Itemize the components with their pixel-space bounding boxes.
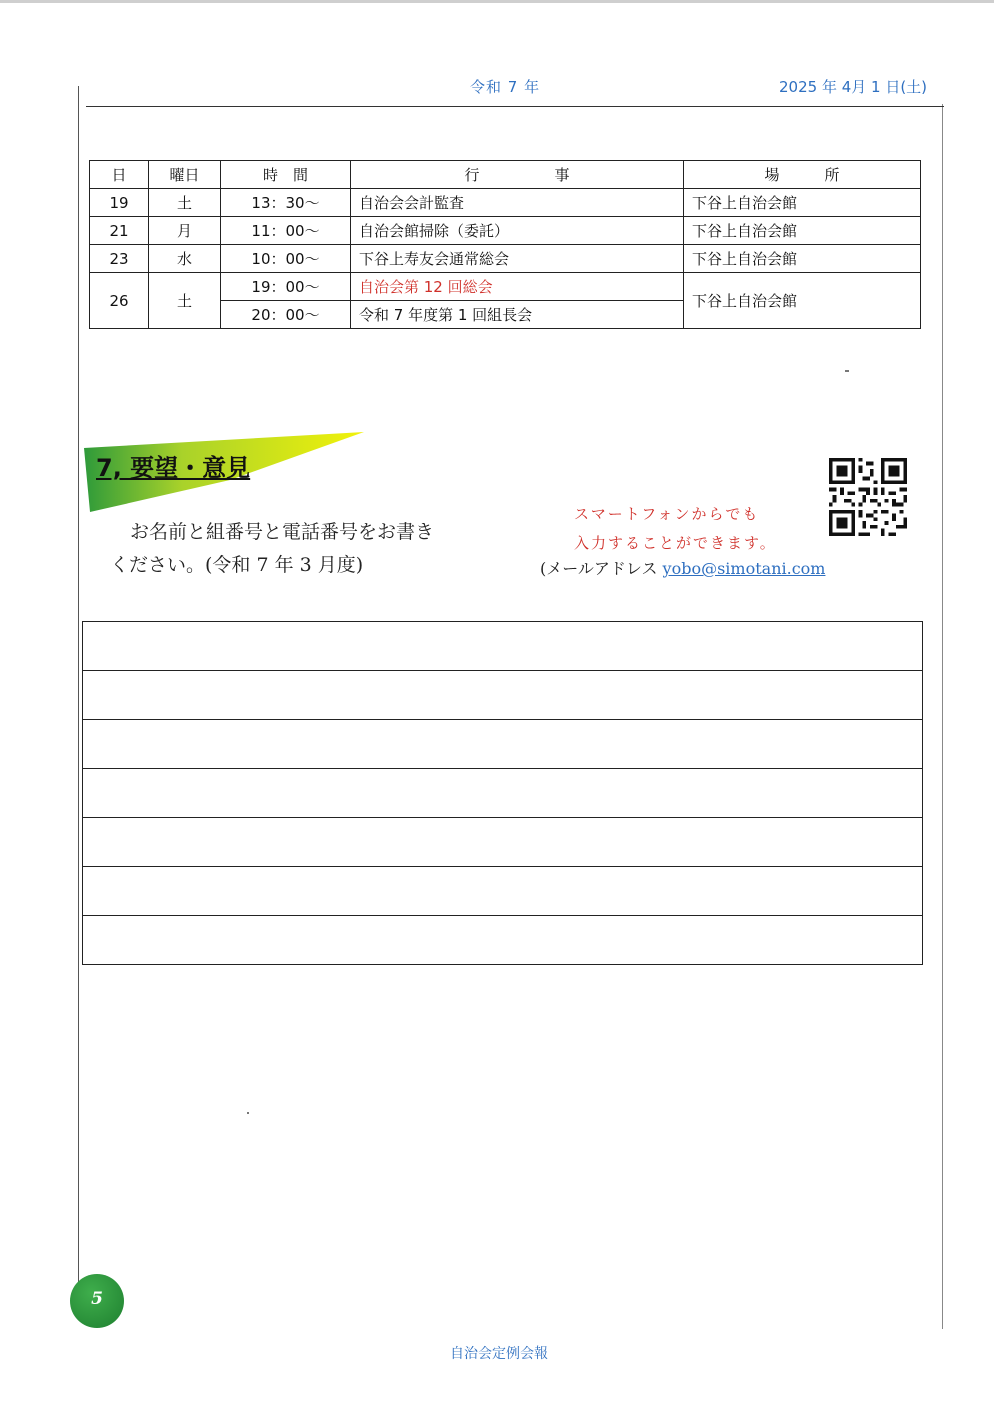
cell-day: 26 (90, 273, 149, 329)
col-header-place: 場 所 (684, 161, 921, 189)
table-row (90, 189, 921, 217)
page-number: 5 (91, 1289, 103, 1309)
cell-place: 下谷上自治会館 (684, 217, 921, 245)
cell-place: 下谷上自治会館 (684, 245, 921, 273)
page-number-badge (70, 1274, 124, 1328)
smartphone-note-line-2: 入力することができます。 (574, 534, 777, 552)
smartphone-note (574, 500, 777, 558)
cell-day: 21 (90, 217, 149, 245)
cell-time: 13：30〜 (221, 189, 351, 217)
cell-weekday: 水 (149, 245, 221, 273)
qr-code-icon[interactable] (829, 458, 907, 536)
scan-top-edge (0, 0, 994, 3)
cell-time: 19：00〜 (221, 273, 351, 301)
cell-event: 下谷上寿友会通常総会 (351, 245, 684, 273)
footer-title: 自治会定例会報 (450, 1346, 548, 1362)
writing-line[interactable] (83, 671, 922, 720)
right-margin-rule (942, 104, 943, 1329)
table-row (90, 273, 921, 301)
cell-day: 19 (90, 189, 149, 217)
cell-place: 下谷上自治会館 (684, 273, 921, 329)
cell-time: 20：00〜 (221, 301, 351, 329)
cell-event: 自治会館掃除（委託） (351, 217, 684, 245)
header-divider (86, 106, 944, 107)
writing-line[interactable] (83, 769, 922, 818)
table-row (90, 245, 921, 273)
cell-weekday: 土 (149, 189, 221, 217)
request-line-2: ください。(令和 7 年 3 月度) (110, 554, 364, 576)
table-header-row (90, 161, 921, 189)
cell-time: 11：00〜 (221, 217, 351, 245)
request-writing-area[interactable] (82, 621, 923, 965)
smartphone-note-line-1: スマートフォンからでも (574, 505, 760, 523)
left-margin-rule (78, 86, 79, 1301)
header-era: 令和 7 年 (470, 78, 541, 96)
request-instructions (110, 516, 434, 582)
writing-line[interactable] (83, 818, 922, 867)
table-row (90, 217, 921, 245)
cell-weekday: 土 (149, 273, 221, 329)
email-prefix: (メールアドレス (540, 559, 658, 578)
writing-line[interactable] (83, 916, 922, 965)
cell-place: 下谷上自治会館 (684, 189, 921, 217)
request-line-1: お名前と組番号と電話番号をお書き (130, 521, 435, 543)
writing-line[interactable] (83, 720, 922, 769)
writing-line[interactable] (83, 622, 922, 671)
email-address-link[interactable]: yobo@simotani.com (662, 559, 826, 578)
cell-day: 23 (90, 245, 149, 273)
section-title: 7, 要望・意見 (96, 454, 251, 482)
header-date: 2025 年 4月 1 日(土) (779, 78, 928, 96)
col-header-day: 日 (90, 161, 149, 189)
col-header-weekday: 曜日 (149, 161, 221, 189)
cell-weekday: 月 (149, 217, 221, 245)
scan-speck (845, 370, 849, 372)
cell-event-highlighted: 自治会第 12 回総会 (351, 273, 684, 301)
col-header-time: 時 間 (221, 161, 351, 189)
scan-speck (247, 1112, 249, 1114)
cell-event: 令和 7 年度第 1 回組長会 (351, 301, 684, 329)
col-header-event: 行 事 (351, 161, 684, 189)
cell-time: 10：00〜 (221, 245, 351, 273)
email-line (540, 556, 825, 579)
event-schedule-table (89, 160, 921, 329)
cell-event: 自治会会計監査 (351, 189, 684, 217)
writing-line[interactable] (83, 867, 922, 916)
